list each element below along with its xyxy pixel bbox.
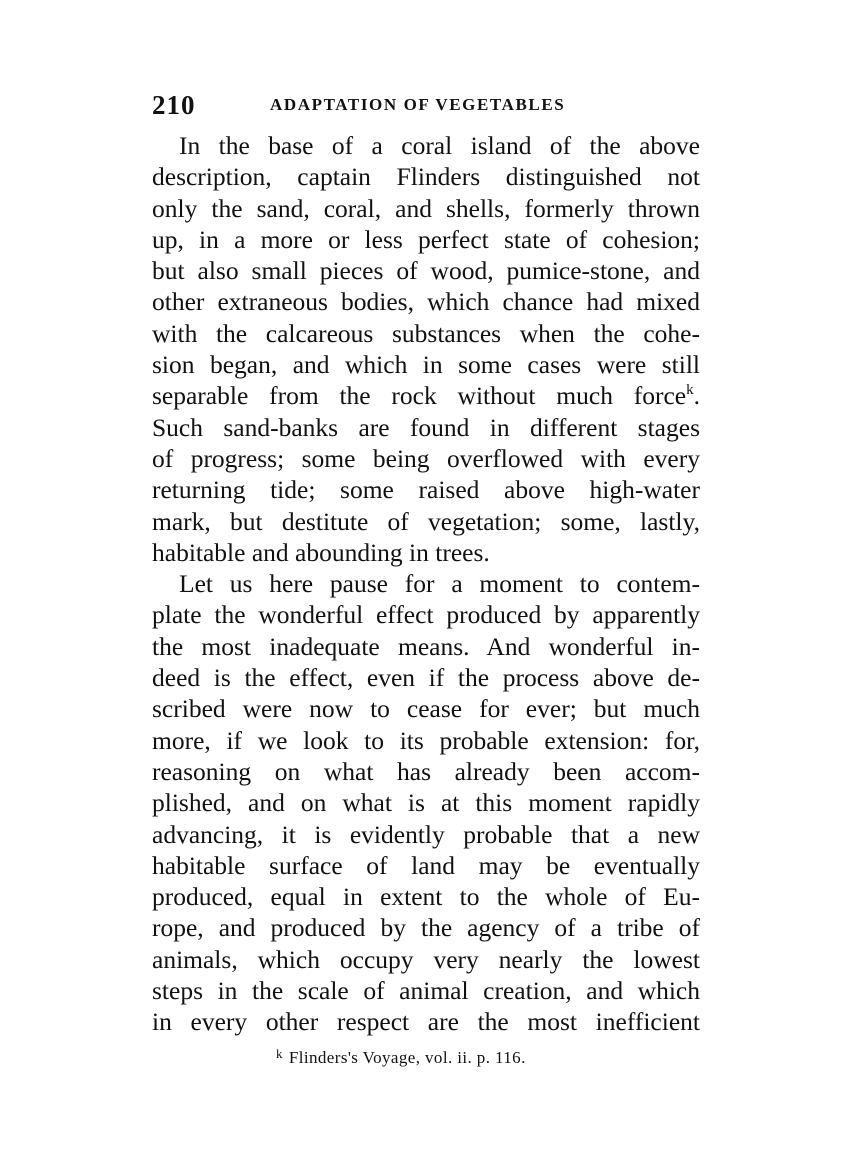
text-line: other extraneous bodies, which chance had mixed bbox=[152, 287, 700, 317]
text-line: Let us here pause for a moment to contem- bbox=[179, 569, 700, 599]
footnote-text: Flinders's Voyage, vol. ii. p. 116. bbox=[288, 1048, 526, 1067]
text-line: advancing, it is evidently probable that a new bbox=[152, 819, 700, 849]
text-line: the most inadequate means. And wonderful in- bbox=[152, 631, 700, 661]
text-line: description, captain Flinders distinguished not bbox=[152, 162, 700, 192]
text-line: mark, but destitute of vegetation; some, lastly, bbox=[152, 506, 700, 536]
text-line: scribed were now to cease for ever; but much bbox=[152, 694, 700, 724]
text-line: habitable surface of land may be eventually bbox=[152, 850, 700, 880]
running-head: ADAPTATION OF VEGETABLES bbox=[270, 95, 566, 114]
text-line: steps in the scale of animal creation, and which bbox=[152, 976, 700, 1006]
footnote-reference-punct: . bbox=[693, 381, 700, 411]
text-line: produced, equal in extent to the whole of Eu- bbox=[152, 882, 700, 912]
text-line: plished, and on what is at this moment rapidly bbox=[152, 788, 700, 818]
text-line: animals, which occupy very nearly the lowest bbox=[152, 944, 700, 974]
text-line: in every other respect are the most inefficient bbox=[152, 1007, 700, 1037]
text-line: returning tide; some raised above high-water bbox=[152, 475, 700, 505]
footnote bbox=[276, 1048, 526, 1068]
text-line: reasoning on what has already been accom- bbox=[152, 756, 700, 786]
text-line: In the base of a coral island of the above bbox=[179, 131, 700, 160]
text-line: habitable and abounding in trees. bbox=[152, 537, 490, 567]
text-line: with the calcareous substances when the cohe- bbox=[152, 318, 700, 348]
text-line: deed is the effect, even if the process above de- bbox=[152, 663, 700, 693]
footnote-reference: k bbox=[686, 382, 694, 399]
text-line: Such sand-banks are found in different stages bbox=[152, 412, 700, 442]
text-line: plate the wonderful effect produced by apparently bbox=[152, 600, 700, 630]
text-line: more, if we look to its probable extension: for, bbox=[152, 725, 700, 755]
text-line: of progress; some being overflowed with every bbox=[152, 443, 700, 473]
footnote-marker: k bbox=[276, 1046, 283, 1061]
text-line-with-footnote-ref bbox=[152, 380, 700, 411]
page-header bbox=[152, 90, 712, 122]
text-line: but also small pieces of wood, pumice-stone, and bbox=[152, 256, 700, 286]
text-line: sion began, and which in some cases were still bbox=[152, 350, 700, 380]
text-line: only the sand, coral, and shells, formerly thrown bbox=[152, 193, 700, 223]
text-line-content: separable from the rock without much force bbox=[152, 381, 687, 411]
text-line: up, in a more or less perfect state of cohesion; bbox=[152, 224, 700, 254]
text-line: rope, and produced by the agency of a tribe of bbox=[152, 913, 700, 943]
page-number: 210 bbox=[152, 90, 196, 120]
body-text bbox=[152, 130, 700, 1038]
